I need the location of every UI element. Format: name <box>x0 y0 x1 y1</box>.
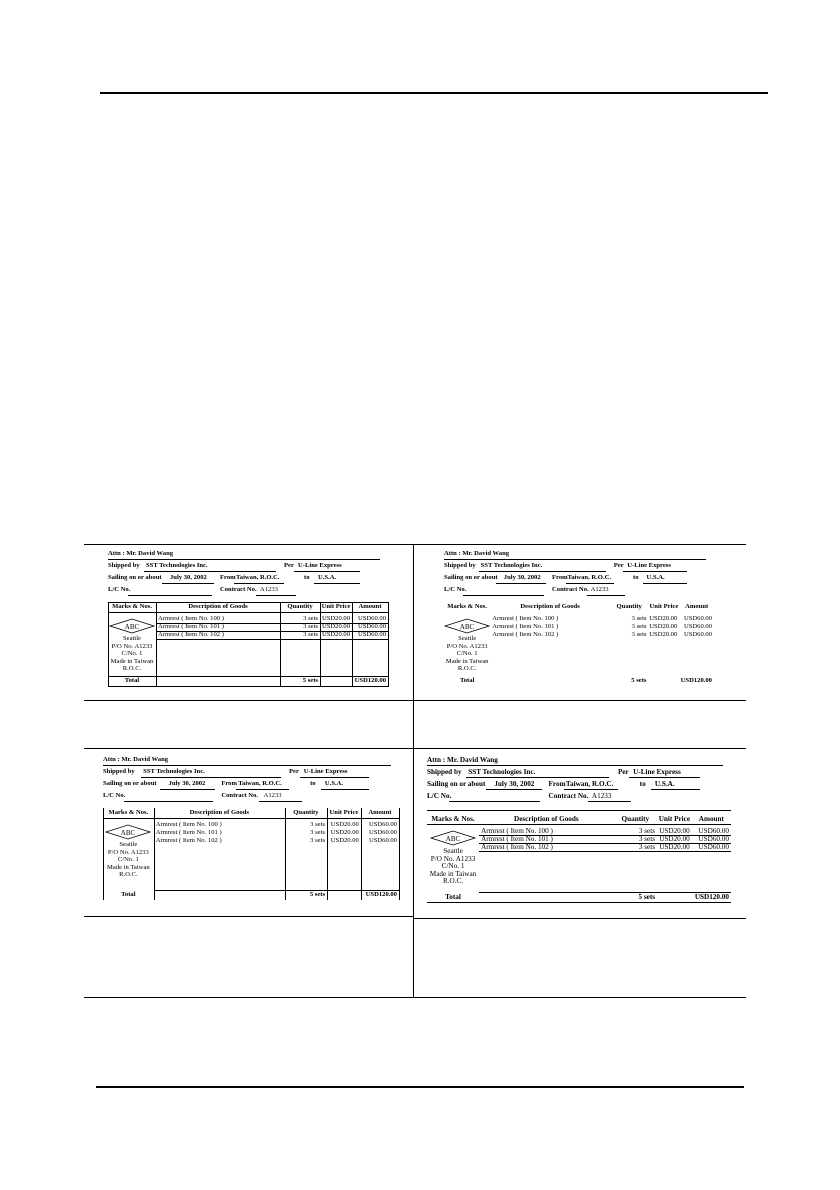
per-label: Per <box>288 768 299 775</box>
table-header-cell: Marks & Nos. <box>447 603 488 610</box>
footer-rule <box>96 1086 744 1088</box>
contract-label: Contract No. <box>221 792 258 799</box>
lc-label: L/C No. <box>427 792 452 800</box>
contract-value: A1233 <box>263 792 282 799</box>
row-qty: 3 sets <box>631 631 647 638</box>
per-label: Per <box>617 768 629 776</box>
to-value: U.S.A. <box>324 780 344 787</box>
grid-row2-bottom-left <box>84 916 413 917</box>
row-price: USD20.00 <box>330 837 359 844</box>
marks-line: Seattle <box>123 635 141 642</box>
from-underline <box>564 789 618 790</box>
per-value: U-Line Express <box>633 768 681 776</box>
per-underline <box>300 777 370 778</box>
row-qty: 3 sets <box>303 623 318 630</box>
row-qty: 3 sets <box>310 837 326 844</box>
row-amount: USD60.00 <box>357 615 386 622</box>
marks-line: Made in Taiwan <box>107 863 150 871</box>
goods-table <box>444 602 714 686</box>
row-desc: Armrest ( Item No. 101 ) <box>481 835 553 843</box>
table-header-cell: Quantity <box>621 815 650 823</box>
marks-line: R.O.C. <box>442 877 464 886</box>
total-amount: USD120.00 <box>680 677 712 684</box>
table-header-line <box>427 824 731 825</box>
row-desc: Armrest ( Item No. 100 ) <box>155 821 222 828</box>
total-label: Total <box>459 677 475 684</box>
shipped-by-underline <box>141 777 280 778</box>
row-desc: Armrest ( Item No. 100 ) <box>481 827 553 835</box>
contract-value: A1233 <box>591 792 612 800</box>
sailing-label: Sailing on or about <box>108 574 162 581</box>
marks-line: Seattle <box>458 635 477 642</box>
from-value: Taiwan, R.O.C. <box>565 780 614 788</box>
shipped-by-label: Shipped by <box>444 562 476 569</box>
contract-underline <box>588 801 631 802</box>
row-amount: USD60.00 <box>698 843 729 851</box>
marks-line: P/O No. A1233 <box>107 848 149 856</box>
contract-underline <box>259 801 301 802</box>
row-amount: USD60.00 <box>683 615 712 622</box>
lc-label: L/C No. <box>444 586 467 593</box>
total-amount: USD120.00 <box>694 893 729 901</box>
invoice-sample-2 <box>444 550 716 690</box>
table-header-cell: Amount <box>368 809 392 816</box>
table-header-line <box>103 818 399 819</box>
to-label: to <box>310 780 316 787</box>
table-header-cell: Unit Price <box>658 815 691 823</box>
contract-label: Contract No. <box>220 586 257 593</box>
abc-mark-text: ABC <box>124 623 140 631</box>
attn-label: Attn : Mr. David Wang <box>444 550 510 557</box>
table-header-cell: Description of Goods <box>188 603 248 610</box>
marks-line: Made in Taiwan <box>445 657 489 665</box>
row-amount: USD60.00 <box>357 623 386 630</box>
from-underline <box>234 583 284 584</box>
sailing-label: Sailing on or about <box>103 780 157 787</box>
table-header-cell: Quantity <box>293 809 319 816</box>
grid-center-divider <box>413 544 414 997</box>
to-label: to <box>633 574 639 581</box>
attn-underline <box>427 765 723 766</box>
row-qty: 3 sets <box>638 835 656 843</box>
row-amount: USD60.00 <box>683 631 712 638</box>
shipped-by-value: SST Technologies Inc. <box>468 768 536 776</box>
row-price: USD20.00 <box>649 615 678 622</box>
goods-table <box>108 602 388 686</box>
lc-underline <box>128 595 212 596</box>
row-price: USD20.00 <box>321 615 350 622</box>
table-header-cell: Description of Goods <box>514 815 579 823</box>
marks-line: Made in Taiwan <box>110 657 154 665</box>
per-value: U-Line Express <box>303 768 348 775</box>
marks-line: P/O No. A1233 <box>446 642 488 650</box>
table-header-cell: Description of Goods <box>520 603 580 610</box>
marks-line: R.O.C. <box>122 665 142 673</box>
row-price: USD20.00 <box>649 623 678 630</box>
row-price: USD20.00 <box>659 835 690 843</box>
contract-label: Contract No. <box>552 586 589 593</box>
per-underline <box>629 777 701 778</box>
to-label: to <box>639 780 646 788</box>
sailing-label: Sailing on or about <box>427 780 486 788</box>
invoice-sample-1 <box>108 550 390 690</box>
contract-label: Contract No. <box>548 792 589 800</box>
shipped-by-underline <box>466 777 609 778</box>
row-qty: 3 sets <box>638 843 656 851</box>
to-value: U.S.A. <box>654 780 675 788</box>
grid-row2-bottom-right <box>413 918 746 919</box>
table-header-cell: Quantity <box>616 603 642 610</box>
date-value: July 30, 2002 <box>503 574 541 581</box>
table-header-cell: Quantity <box>287 603 313 610</box>
marks-line: R.O.C. <box>457 665 477 673</box>
contract-underline <box>587 595 626 596</box>
marks-line: Seattle <box>443 847 463 855</box>
date-underline <box>160 789 215 790</box>
per-value: U-Line Express <box>627 562 671 569</box>
row-price: USD20.00 <box>649 631 678 638</box>
contract-value: A1233 <box>260 586 278 593</box>
table-header-cell: Unit Price <box>329 809 359 816</box>
marks-line: P/O No. A1233 <box>111 642 153 650</box>
row-qty: 3 sets <box>303 631 318 638</box>
contract-value: A1233 <box>590 586 609 593</box>
total-amount: USD120.00 <box>365 891 397 898</box>
marks-line: Seattle <box>119 841 138 848</box>
abc-mark-text: ABC <box>121 829 136 837</box>
to-label: to <box>304 574 310 581</box>
total-label: Total <box>121 891 136 898</box>
lc-underline <box>124 801 213 802</box>
abc-mark-text: ABC <box>445 835 461 843</box>
shipped-by-label: Shipped by <box>103 768 135 775</box>
goods-table <box>103 808 399 900</box>
to-underline <box>651 789 701 790</box>
table-header-cell: Description of Goods <box>189 809 249 816</box>
total-amount: USD120.00 <box>354 677 386 684</box>
shipped-by-label: Shipped by <box>427 768 462 776</box>
abc-diamond-mark <box>444 618 490 634</box>
total-qty: 5 sets <box>302 677 318 684</box>
sailing-label: Sailing on or about <box>444 574 498 581</box>
header-rule <box>100 92 768 94</box>
total-qty: 5 sets <box>309 891 326 898</box>
row-desc: Armrest ( Item No. 102 ) <box>158 631 224 638</box>
abc-diamond-mark <box>109 618 155 634</box>
from-underline <box>566 583 614 584</box>
total-qty: 5 sets <box>631 677 647 684</box>
goods-table <box>427 814 731 902</box>
table-header-cell: Unit Price <box>649 603 679 610</box>
lc-underline <box>463 595 544 596</box>
shipped-by-underline <box>479 571 606 572</box>
row-desc: Armrest ( Item No. 102 ) <box>492 631 559 638</box>
row-price: USD20.00 <box>659 843 690 851</box>
attn-label: Attn : Mr. David Wang <box>108 550 174 557</box>
marks-line: Made in Taiwan <box>429 869 477 878</box>
row-desc: Armrest ( Item No. 102 ) <box>155 837 222 844</box>
from-value: Taiwan, R.O.C. <box>236 574 280 581</box>
row-desc: Armrest ( Item No. 100 ) <box>492 615 559 622</box>
abc-diamond-mark <box>105 824 151 840</box>
grid-top-line <box>84 544 746 545</box>
table-header-cell: Marks & Nos. <box>108 809 149 816</box>
date-value: July 30, 2002 <box>494 780 535 788</box>
table-top-line <box>427 810 731 811</box>
row-price: USD20.00 <box>659 827 690 835</box>
row-desc: Armrest ( Item No. 101 ) <box>492 623 559 630</box>
grid-row1-bottom <box>84 700 746 701</box>
row-qty: 3 sets <box>303 615 318 622</box>
shipped-by-value: SST Technologies Inc. <box>480 562 543 569</box>
lc-underline <box>449 801 540 802</box>
row-amount: USD60.00 <box>368 829 397 836</box>
row-amount: USD60.00 <box>368 837 397 844</box>
row-desc: Armrest ( Item No. 100 ) <box>158 615 224 622</box>
row-amount: USD60.00 <box>698 827 729 835</box>
from-label: From <box>221 780 237 787</box>
row-desc: Armrest ( Item No. 101 ) <box>158 623 224 630</box>
to-value: U.S.A. <box>646 574 665 581</box>
to-value: U.S.A. <box>318 574 337 581</box>
total-label: Total <box>445 893 461 901</box>
per-underline <box>623 571 687 572</box>
date-underline <box>496 583 546 584</box>
attn-label: Attn : Mr. David Wang <box>103 756 169 763</box>
attn-underline <box>108 559 380 560</box>
row-qty: 3 sets <box>310 829 326 836</box>
lc-label: L/C No. <box>108 586 131 593</box>
row-qty: 3 sets <box>631 615 647 622</box>
attn-label: Attn : Mr. David Wang <box>427 756 498 764</box>
row-line <box>479 851 731 852</box>
attn-underline <box>103 765 391 766</box>
per-label: Per <box>284 562 294 569</box>
row-price: USD20.00 <box>330 829 359 836</box>
shipped-by-underline <box>144 571 276 572</box>
abc-mark-text: ABC <box>459 623 475 631</box>
table-header-cell: Unit Price <box>321 603 351 610</box>
row-line <box>156 639 388 640</box>
marks-line: C/No. 1 <box>117 856 139 864</box>
invoice-sample-3 <box>103 756 401 904</box>
table-header-cell: Amount <box>358 603 382 610</box>
per-value: U-Line Express <box>298 562 342 569</box>
from-underline <box>236 789 289 790</box>
table-col-line <box>156 602 157 686</box>
table-bottom-line <box>427 902 731 903</box>
abc-diamond-mark <box>430 830 476 846</box>
row-qty: 3 sets <box>638 827 656 835</box>
grid-row2-top <box>84 748 746 749</box>
attn-underline <box>444 559 706 560</box>
date-value: July 30, 2002 <box>168 780 206 787</box>
from-value: Taiwan, R.O.C. <box>238 780 282 787</box>
grid-bottom-line <box>84 997 746 998</box>
marks-line: C/No. 1 <box>121 650 143 658</box>
row-desc: Armrest ( Item No. 102 ) <box>481 843 553 851</box>
row-amount: USD60.00 <box>698 835 729 843</box>
from-value: Taiwan, R.O.C. <box>567 574 611 581</box>
row-amount: USD60.00 <box>357 631 386 638</box>
table-col-line <box>154 808 155 900</box>
to-underline <box>643 583 687 584</box>
table-header-cell: Marks & Nos. <box>112 603 152 610</box>
table-right-border <box>399 808 400 900</box>
lc-label: L/C No. <box>103 792 126 799</box>
marks-line: R.O.C. <box>119 871 138 879</box>
per-underline <box>294 571 360 572</box>
shipped-by-label: Shipped by <box>108 562 140 569</box>
table-header-cell: Amount <box>698 815 724 823</box>
table-header-cell: Marks & Nos. <box>431 815 475 823</box>
date-underline <box>486 789 542 790</box>
row-price: USD20.00 <box>321 623 350 630</box>
row-price: USD20.00 <box>321 631 350 638</box>
row-amount: USD60.00 <box>368 821 397 828</box>
from-label: From <box>220 574 236 581</box>
from-label: From <box>548 780 566 788</box>
to-underline <box>314 583 360 584</box>
row-price: USD20.00 <box>330 821 359 828</box>
marks-line: C/No. 1 <box>456 650 478 658</box>
date-value: July 30, 2002 <box>170 574 207 581</box>
total-label: Total <box>124 677 140 684</box>
to-underline <box>321 789 370 790</box>
row-qty: 3 sets <box>310 821 326 828</box>
table-header-cell: Amount <box>685 603 709 610</box>
shipped-by-value: SST Technologies Inc. <box>146 562 208 569</box>
row-amount: USD60.00 <box>683 623 712 630</box>
per-label: Per <box>613 562 624 569</box>
row-desc: Armrest ( Item No. 101 ) <box>155 829 222 836</box>
contract-underline <box>256 595 296 596</box>
invoice-sample-4 <box>427 756 733 906</box>
from-label: From <box>552 574 568 581</box>
marks-line: C/No. 1 <box>441 862 465 871</box>
marks-line: P/O No. A1233 <box>430 854 476 863</box>
row-qty: 3 sets <box>631 623 647 630</box>
total-qty: 5 sets <box>638 893 656 901</box>
date-underline <box>162 583 214 584</box>
shipped-by-value: SST Technologies Inc. <box>143 768 205 775</box>
